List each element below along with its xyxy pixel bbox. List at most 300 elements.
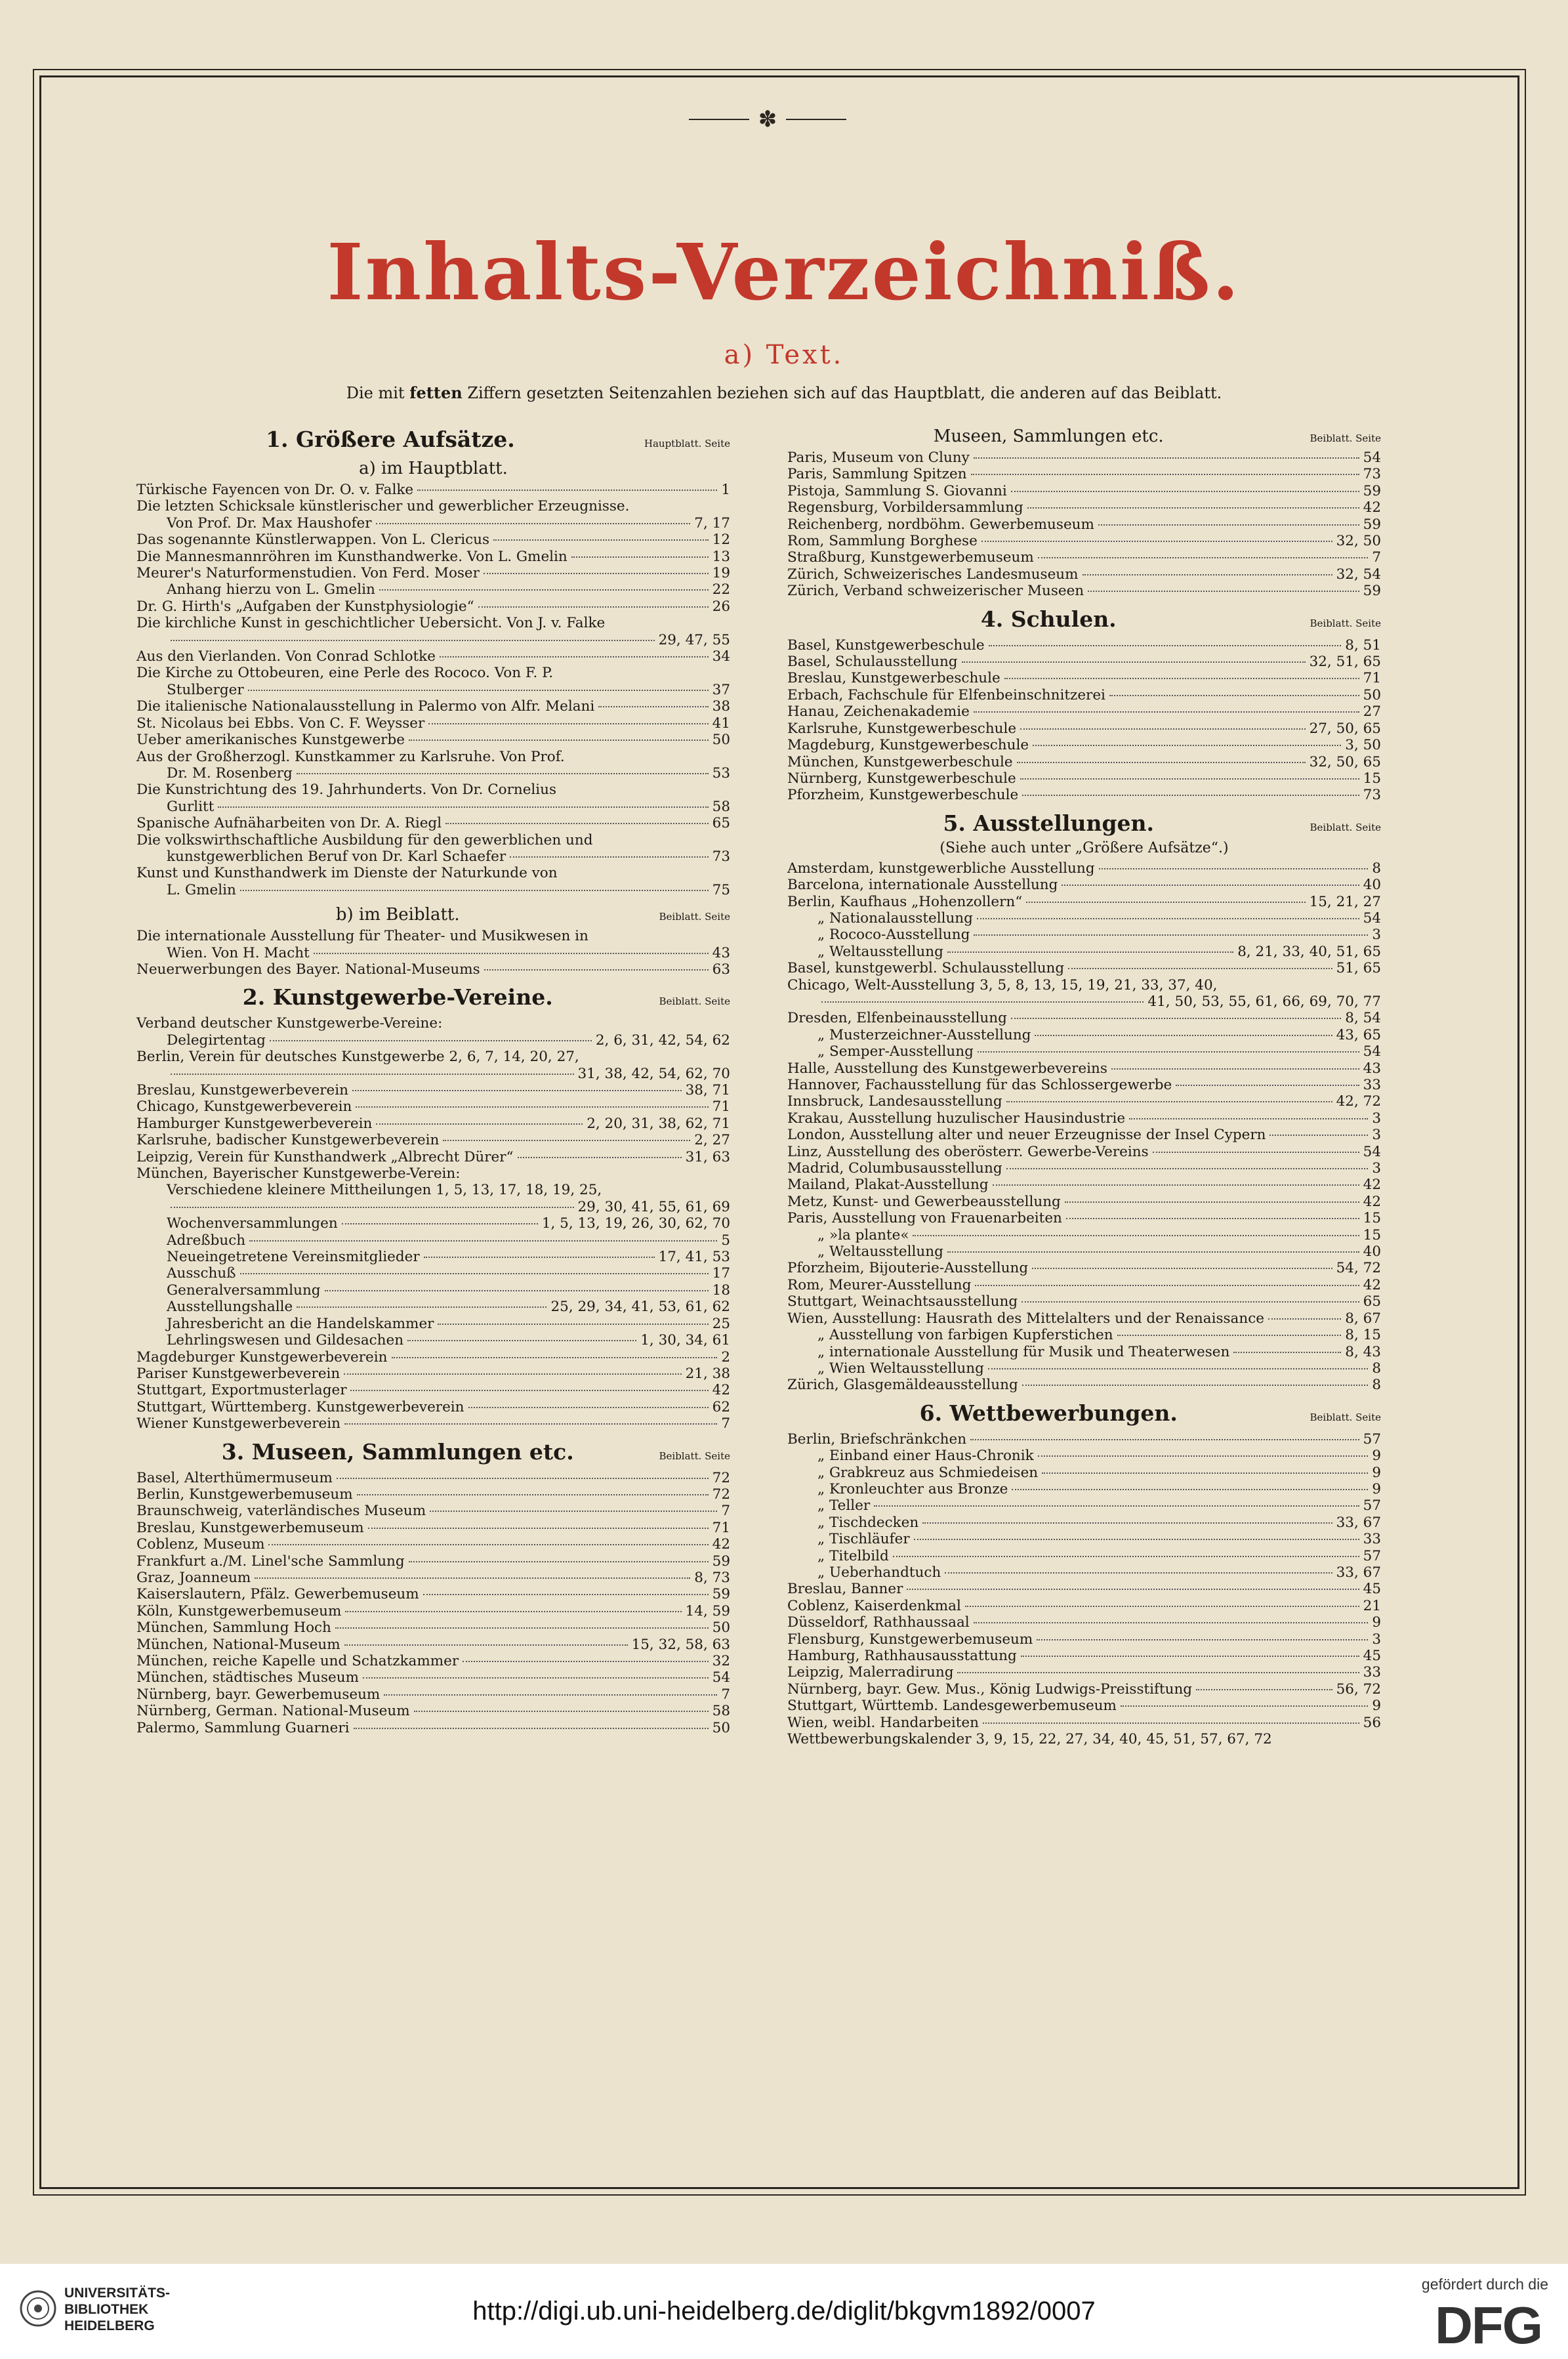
toc-leader-dots [337,1478,709,1479]
toc-entry [787,687,1381,703]
toc-entry-pages: 42 [1363,1193,1381,1210]
toc-entry-title: Kunst und Kunsthandwerk im Dienste der Naturkunde von [136,865,558,882]
toc-leader-dots [983,1722,1359,1724]
toc-leader-dots [1026,902,1305,903]
toc-entry-pages: 54 [1363,1143,1381,1160]
toc-entry [787,894,1381,910]
toc-entry [136,682,730,698]
toc-entry-title: Karlsruhe, badischer Kunstgewerbeverein [136,1132,440,1149]
toc-leader-dots [1006,1168,1369,1169]
toc-entry [787,787,1381,803]
toc-entry [136,1415,730,1432]
toc-entry-pages: 3 [1372,1631,1381,1648]
toc-entry [787,1564,1381,1581]
toc-leader-dots [993,1184,1359,1186]
toc-entry-pages: 54, 72 [1336,1260,1381,1277]
toc-entry-title: Amsterdam, kunstgewerbliche Ausstellung [787,860,1095,877]
toc-entry-pages: 75 [712,881,730,898]
section-heading-text: 4. Schulen. [980,606,1117,632]
toc-entry-pages: 42 [712,1382,730,1399]
toc-entry-pages: 50 [712,1619,730,1637]
toc-entry-pages: 9 [1372,1698,1381,1715]
toc-entry-pages: 5 [721,1232,730,1249]
toc-entry-title: Nürnberg, bayr. Gewerbemuseum [136,1686,381,1703]
toc-leader-dots [957,1672,1359,1673]
toc-leader-dots [922,1522,1332,1524]
toc-entry-title: Rom, Sammlung Borghese [787,533,978,550]
section-column-header: Beiblatt. Seite [659,911,730,923]
toc-leader-dots [1027,507,1359,509]
toc-entry-title: Innsbruck, Landesausstellung [787,1093,1002,1110]
toc-leader-dots [974,711,1359,713]
toc-leader-dots [1233,1352,1341,1353]
toc-entry-title: Zürich, Glasgemäldeausstellung [787,1377,1018,1394]
toc-entry [136,1703,730,1719]
toc-leader-dots [484,969,709,971]
toc-entry [787,466,1381,482]
toc-entry [787,516,1381,533]
toc-entry-title: München, National-Museum [136,1636,340,1653]
toc-entry [136,1570,730,1586]
source-url[interactable]: http://digi.ub.uni-heidelberg.de/diglit/bkgvm1892/0007 [472,2297,1096,2326]
toc-entry-pages: 32, 51, 65 [1309,654,1381,671]
toc-leader-dots [368,1528,709,1529]
toc-entry [136,665,730,681]
note-pre: Die mit [346,384,405,402]
toc-entry-title: Straßburg, Kunstgewerbemuseum [787,549,1034,566]
toc-entry-pages: 33 [1363,1531,1381,1548]
ornament-rule-right [786,119,846,120]
toc-leader-dots [424,1257,655,1258]
toc-entry-pages: 9 [1372,1448,1381,1465]
toc-entry-title: Basel, Alterthümermuseum [136,1469,333,1486]
toc-entry [787,1631,1381,1648]
toc-leader-dots [1006,1101,1332,1102]
toc-leader-dots [392,1357,718,1358]
toc-entry [136,765,730,782]
toc-entry [787,637,1381,654]
toc-entry-title: München, städtisches Museum [136,1669,359,1686]
toc-leader-dots [468,1407,709,1408]
toc-entry-pages: 58 [712,1703,730,1720]
toc-leader-dots [325,1290,709,1291]
toc-entry [787,1127,1381,1143]
toc-leader-dots [1117,1335,1342,1336]
toc-entry-title: Ausschuß [167,1265,236,1282]
toc-leader-dots [1099,868,1369,869]
toc-entry-pages: 43 [712,944,730,961]
section-heading-text: b) im Beiblatt. [335,905,460,925]
toc-leader-dots [571,556,709,558]
toc-entry [136,1503,730,1519]
toc-leader-dots [1062,885,1359,886]
toc-entry-title: München, reiche Kapelle und Schatzkammer [136,1653,459,1669]
toc-leader-dots [248,690,709,691]
section-heading-text: 5. Ausstellungen. [943,810,1155,836]
toc-entry-pages: 1 [721,482,730,498]
toc-entry [136,945,730,961]
toc-leader-dots [1038,1455,1369,1457]
toc-leader-dots [1022,1385,1369,1386]
toc-entry [136,1282,730,1299]
toc-entry [136,715,730,732]
toc-entry [787,670,1381,686]
note-bold: fetten [409,383,463,402]
toc-entry-title: Madrid, Columbusausstellung [787,1160,1002,1177]
toc-entry [136,815,730,831]
toc-entry [787,1497,1381,1514]
toc-entry [136,615,730,631]
toc-entry-pages: 32, 54 [1336,566,1381,583]
toc-entry-title: „ Tischdecken [817,1514,919,1531]
toc-entry-title: Wien, Ausstellung: Hausrath des Mittelalters und der Renaissance [787,1310,1264,1327]
toc-entry-pages: 29, 30, 41, 55, 61, 69 [577,1198,730,1215]
toc-entry-title: Dresden, Elfenbeinausstellung [787,1010,1007,1027]
toc-entry-title: Berlin, Verein für deutsches Kunstgewerbe 2, 6, 7, 14, 20, 27, [136,1049,579,1066]
toc-entry-pages: 32, 50, 65 [1309,753,1381,770]
toc-entry [136,1049,730,1065]
toc-leader-dots [379,589,709,591]
toc-entry-pages: 17, 41, 53 [658,1249,730,1266]
toc-entry [136,565,730,581]
toc-entry-pages: 54 [712,1669,730,1686]
toc-entry [136,1066,730,1082]
toc-entry-title: Graz, Joanneum [136,1569,251,1586]
toc-entry [787,1327,1381,1343]
toc-entry [136,1720,730,1736]
toc-entry [136,1098,730,1115]
toc-entry-title: Paris, Museum von Cluny [787,449,970,466]
toc-leader-dots [354,1728,709,1729]
toc-entry [136,961,730,978]
toc-entry-title: Wochenversammlungen [167,1215,338,1232]
toc-entry [787,960,1381,976]
section-column-header: Hauptblatt. Seite [644,438,730,449]
toc-entry [136,1619,730,1636]
toc-entry-pages: 15, 21, 27 [1309,893,1381,910]
toc-entry-title: Die italienische Nationalausstellung in Palermo von Alfr. Melani [136,698,595,715]
toc-leader-dots [443,1140,690,1141]
toc-entry [787,1060,1381,1077]
toc-entry [787,583,1381,599]
toc-leader-dots [913,1235,1359,1236]
toc-entry-title: „ »la plante« [817,1226,909,1243]
section-heading [787,810,1381,836]
toc-entry-pages: 32 [712,1653,730,1669]
section-heading [787,1400,1381,1426]
toc-leader-dots [1020,728,1305,730]
toc-entry-title: Türkische Fayencen von Dr. O. v. Falke [136,482,414,498]
toc-entry [787,1614,1381,1631]
toc-leader-dots [1129,1118,1368,1119]
toc-entry-pages: 37 [712,681,730,698]
section-heading-text: a) im Hauptblatt. [359,459,508,478]
toc-entry-pages: 8 [1372,1377,1381,1394]
toc-entry [136,1470,730,1486]
toc-entry-pages: 7 [721,1415,730,1432]
toc-entry-title: Paris, Ausstellung von Frauenarbeiten [787,1210,1062,1227]
toc-entry [136,1586,730,1602]
toc-leader-dots [1153,1152,1359,1153]
toc-entry [136,1637,730,1653]
toc-entry-title: „ Rococo-Ausstellung [817,927,970,944]
toc-entry-pages: 54 [1363,1043,1381,1060]
toc-entry-title: Die volkswirthschaftliche Ausbildung für den gewerblichen und [136,831,593,848]
toc-entry-pages: 3 [1372,1127,1381,1144]
toc-entry-pages: 2, 20, 31, 38, 62, 71 [587,1115,730,1132]
toc-entry-title: St. Nicolaus bei Ebbs. Von C. F. Weysser [136,715,425,732]
toc-entry [787,927,1381,943]
toc-entry-title: „ Nationalausstellung [817,909,973,927]
toc-leader-dots [350,1390,708,1391]
toc-entry [136,749,730,765]
funding-text: gefördert durch die [1421,2276,1548,2293]
toc-entry-title: L. Gmelin [167,881,236,898]
toc-entry [787,566,1381,583]
toc-leader-dots [409,740,709,741]
toc-entry-pages: 71 [712,1098,730,1116]
toc-entry-pages: 14, 59 [685,1602,730,1619]
toc-entry [136,1332,730,1348]
toc-entry-title: Zürich, Verband schweizerischer Museen [787,583,1084,600]
toc-entry-pages: 42 [1363,499,1381,516]
toc-entry-pages: 8 [1372,1360,1381,1377]
toc-entry [787,449,1381,466]
toc-entry [787,1043,1381,1060]
toc-entry-title: Kaiserslautern, Pfälz. Gewerbemuseum [136,1586,419,1603]
section-heading-text: Museen, Sammlungen etc. [933,427,1164,446]
toc-leader-dots [945,1572,1332,1574]
toc-entry-title: „ Grabkreuz aus Schmiedeisen [817,1464,1039,1481]
toc-leader-dots [1020,778,1359,780]
toc-entry [136,1132,730,1148]
toc-leader-dots [1004,678,1359,679]
toc-leader-dots [240,890,709,891]
toc-leader-dots [270,1040,592,1041]
toc-entry-title: Berlin, Kaufhaus „Hohenzollern“ [787,893,1023,910]
toc-entry [787,1293,1381,1310]
toc-entry [136,1249,730,1265]
toc-entry-pages: 71 [712,1519,730,1536]
toc-entry [136,1215,730,1232]
toc-entry [787,737,1381,753]
page-title: Inhalts-Verzeichniß. [327,226,1241,318]
toc-entry-pages: 7 [721,1686,730,1703]
toc-leader-dots [1269,1135,1368,1136]
toc-entry-title: Aus der Großherzogl. Kunstkammer zu Karlsruhe. Von Prof. [136,748,565,765]
toc-entry-title: Berlin, Kunstgewerbemuseum [136,1486,353,1503]
toc-entry-title: „ Teller [817,1497,871,1514]
toc-entry [136,1265,730,1282]
toc-entry-title: Die kirchliche Kunst in geschichtlicher Uebersicht. Von J. v. Falke [136,615,606,632]
toc-entry [136,1669,730,1686]
toc-entry-title: „ Kronleuchter aus Bronze [817,1480,1008,1497]
toc-entry [787,1210,1381,1226]
toc-entry-title: „ Einband einer Haus-Chronik [817,1448,1034,1465]
toc-entry-pages: 1, 30, 34, 61 [640,1332,730,1349]
toc-entry [136,1553,730,1570]
toc-entry [787,1260,1381,1276]
toc-entry [787,654,1381,670]
toc-leader-dots [493,539,709,541]
toc-entry-title: Die Mannesmannröhren im Kunsthandwerke. Von L. Gmelin [136,548,567,565]
toc-leader-dots [1121,1705,1368,1707]
toc-entry-title: Die letzten Schicksale künstlerischer und gewerblicher Erzeugnisse. [136,498,630,515]
toc-entry [136,928,730,944]
dfg-logo: DFG [1435,2296,1542,2354]
toc-entry-pages: 41, 50, 53, 55, 61, 66, 69, 70, 77 [1147,993,1381,1010]
toc-leader-dots [907,1589,1359,1590]
toc-entry [787,1531,1381,1547]
toc-entry [136,1232,730,1249]
toc-leader-dots [344,1644,628,1646]
toc-leader-dots [974,1622,1369,1623]
toc-leader-dots [1109,695,1359,696]
toc-entry-pages: 3 [1372,1160,1381,1177]
toc-leader-dots [981,541,1332,542]
toc-leader-dots [1011,1018,1341,1019]
toc-entry [787,1514,1381,1531]
toc-entry [136,1536,730,1553]
toc-entry-title: „ Ausstellung von farbigen Kupferstichen [817,1327,1113,1344]
section-column-header: Beiblatt. Seite [659,995,730,1008]
toc-leader-dots [297,1306,547,1308]
toc-entry-title: München, Bayerischer Kunstgewerbe-Verein: [136,1165,461,1182]
toc-entry-title: Karlsruhe, Kunstgewerbeschule [787,720,1017,737]
toc-entry-title: Hamburger Kunstgewerbeverein [136,1115,373,1132]
toc-leader-dots [989,645,1342,646]
toc-entry-pages: 65 [712,815,730,832]
toc-entry-pages: 42 [712,1536,730,1553]
toc-entry-pages: 59 [712,1586,730,1603]
toc-entry [136,1349,730,1366]
toc-entry-pages: 2 [721,1348,730,1366]
toc-entry [136,515,730,532]
toc-entry-title: Neuerwerbungen des Bayer. National-Museums [136,961,480,978]
toc-entry-title: Regensburg, Vorbildersammlung [787,499,1023,516]
toc-entry-title: Ueber amerikanisches Kunstgewerbe [136,732,405,749]
toc-entry-title: Delegirtentag [167,1032,266,1049]
toc-entry-title: Pistoja, Sammlung S. Giovanni [787,482,1007,499]
toc-entry [787,1177,1381,1193]
toc-entry-pages: 40 [1363,877,1381,894]
toc-leader-dots [352,1090,682,1091]
toc-entry-title: Linz, Ausstellung des oberösterr. Gewerbe-Vereins [787,1143,1149,1160]
toc-leader-dots [821,1001,1144,1003]
toc-entry-pages: 41 [712,715,730,732]
toc-leader-dots [974,457,1359,459]
toc-entry-pages: 42 [1363,1276,1381,1293]
toc-leader-dots [978,1051,1359,1053]
toc-entry-title: Die internationale Ausstellung für Theater- und Musikwesen in [136,928,588,945]
toc-entry [136,848,730,865]
toc-entry-title: Köln, Kunstgewerbemuseum [136,1602,342,1619]
toc-entry-pages: 72 [712,1469,730,1486]
toc-entry-pages: 8, 51 [1345,637,1381,654]
toc-entry-title: Mailand, Plakat-Ausstellung [787,1177,989,1194]
toc-entry-title: Wien. Von H. Macht [167,944,310,961]
toc-entry-title: Leipzig, Malerradirung [787,1664,954,1681]
toc-entry-pages: 27, 50, 65 [1309,720,1381,737]
toc-leader-dots [1038,557,1369,558]
toc-entry-pages: 12 [712,532,730,549]
toc-entry-pages: 7 [721,1503,730,1520]
toc-leader-dots [974,934,1368,936]
toc-leader-dots [484,573,709,574]
toc-entry-pages: 3, 50 [1345,737,1381,754]
toc-entry [136,1603,730,1619]
toc-leader-dots [975,1285,1359,1286]
section-column-header: Beiblatt. Seite [1310,432,1381,444]
toc-entry-pages: 62 [712,1398,730,1415]
toc-entry-pages: 33 [1363,1664,1381,1681]
toc-leader-dots [440,656,709,658]
toc-leader-dots [1037,1639,1368,1640]
toc-entry-pages: 65 [1363,1293,1381,1310]
toc-entry-pages: 63 [712,961,730,978]
toc-leader-dots [914,1539,1359,1540]
toc-leader-dots [1088,591,1359,592]
toc-entry [136,1299,730,1315]
toc-leader-dots [977,918,1359,919]
toc-entry-pages: 50 [712,732,730,749]
toc-entry [787,1715,1381,1731]
toc-leader-dots [1098,524,1359,526]
toc-entry [787,1160,1381,1177]
toc-leader-dots [240,1273,709,1274]
toc-entry-title: Lehrlingswesen und Gildesachen [167,1332,404,1349]
toc-entry-title: München, Sammlung Hoch [136,1619,331,1637]
toc-entry [136,648,730,665]
toc-entry [787,1360,1381,1377]
toc-entry [136,1686,730,1703]
toc-leader-dots [363,1677,709,1679]
toc-entry-pages: 58 [712,798,730,815]
toc-entry [787,1010,1381,1026]
toc-entry-pages: 9 [1372,1480,1381,1497]
toc-entry-pages: 27 [1363,703,1381,720]
toc-entry [136,1149,730,1165]
toc-entry-title: „ Musterzeichner-Ausstellung [817,1026,1031,1043]
toc-leader-dots [463,1661,708,1662]
ornament-rule-left [689,119,749,120]
toc-leader-dots [1268,1318,1341,1320]
toc-entry [136,1165,730,1182]
toc-entry-pages: 73 [1363,466,1381,483]
toc-leader-dots [428,723,708,724]
toc-leader-dots [218,806,708,808]
toc-leader-dots [598,706,708,707]
flower-ornament-icon: ✽ [758,106,777,133]
toc-leader-dots [357,1494,709,1495]
toc-leader-dots [947,951,1233,953]
toc-entry-title: Die Kirche zu Ottobeuren, eine Perle des Rococo. Von F. P. [136,665,554,682]
toc-leader-dots [1017,762,1306,763]
toc-leader-dots [249,1240,717,1242]
toc-entry-pages: 59 [1363,583,1381,600]
toc-entry-title: Berlin, Briefschränkchen [787,1430,967,1448]
toc-entry-title: London, Ausstellung alter und neuer Erzeugnisse der Insel Cypern [787,1127,1266,1144]
toc-entry-title: Wien, weibl. Handarbeiten [787,1714,979,1731]
toc-entry [136,1182,730,1198]
toc-entry-pages: 31, 63 [685,1148,730,1165]
toc-entry-title: Von Prof. Dr. Max Haushofer [167,514,372,532]
toc-leader-dots [1032,1268,1332,1269]
toc-entry [787,1481,1381,1497]
toc-entry-pages: 33 [1363,1077,1381,1093]
toc-entry-title: Chicago, Kunstgewerbeverein [136,1098,352,1116]
toc-entry [787,533,1381,549]
